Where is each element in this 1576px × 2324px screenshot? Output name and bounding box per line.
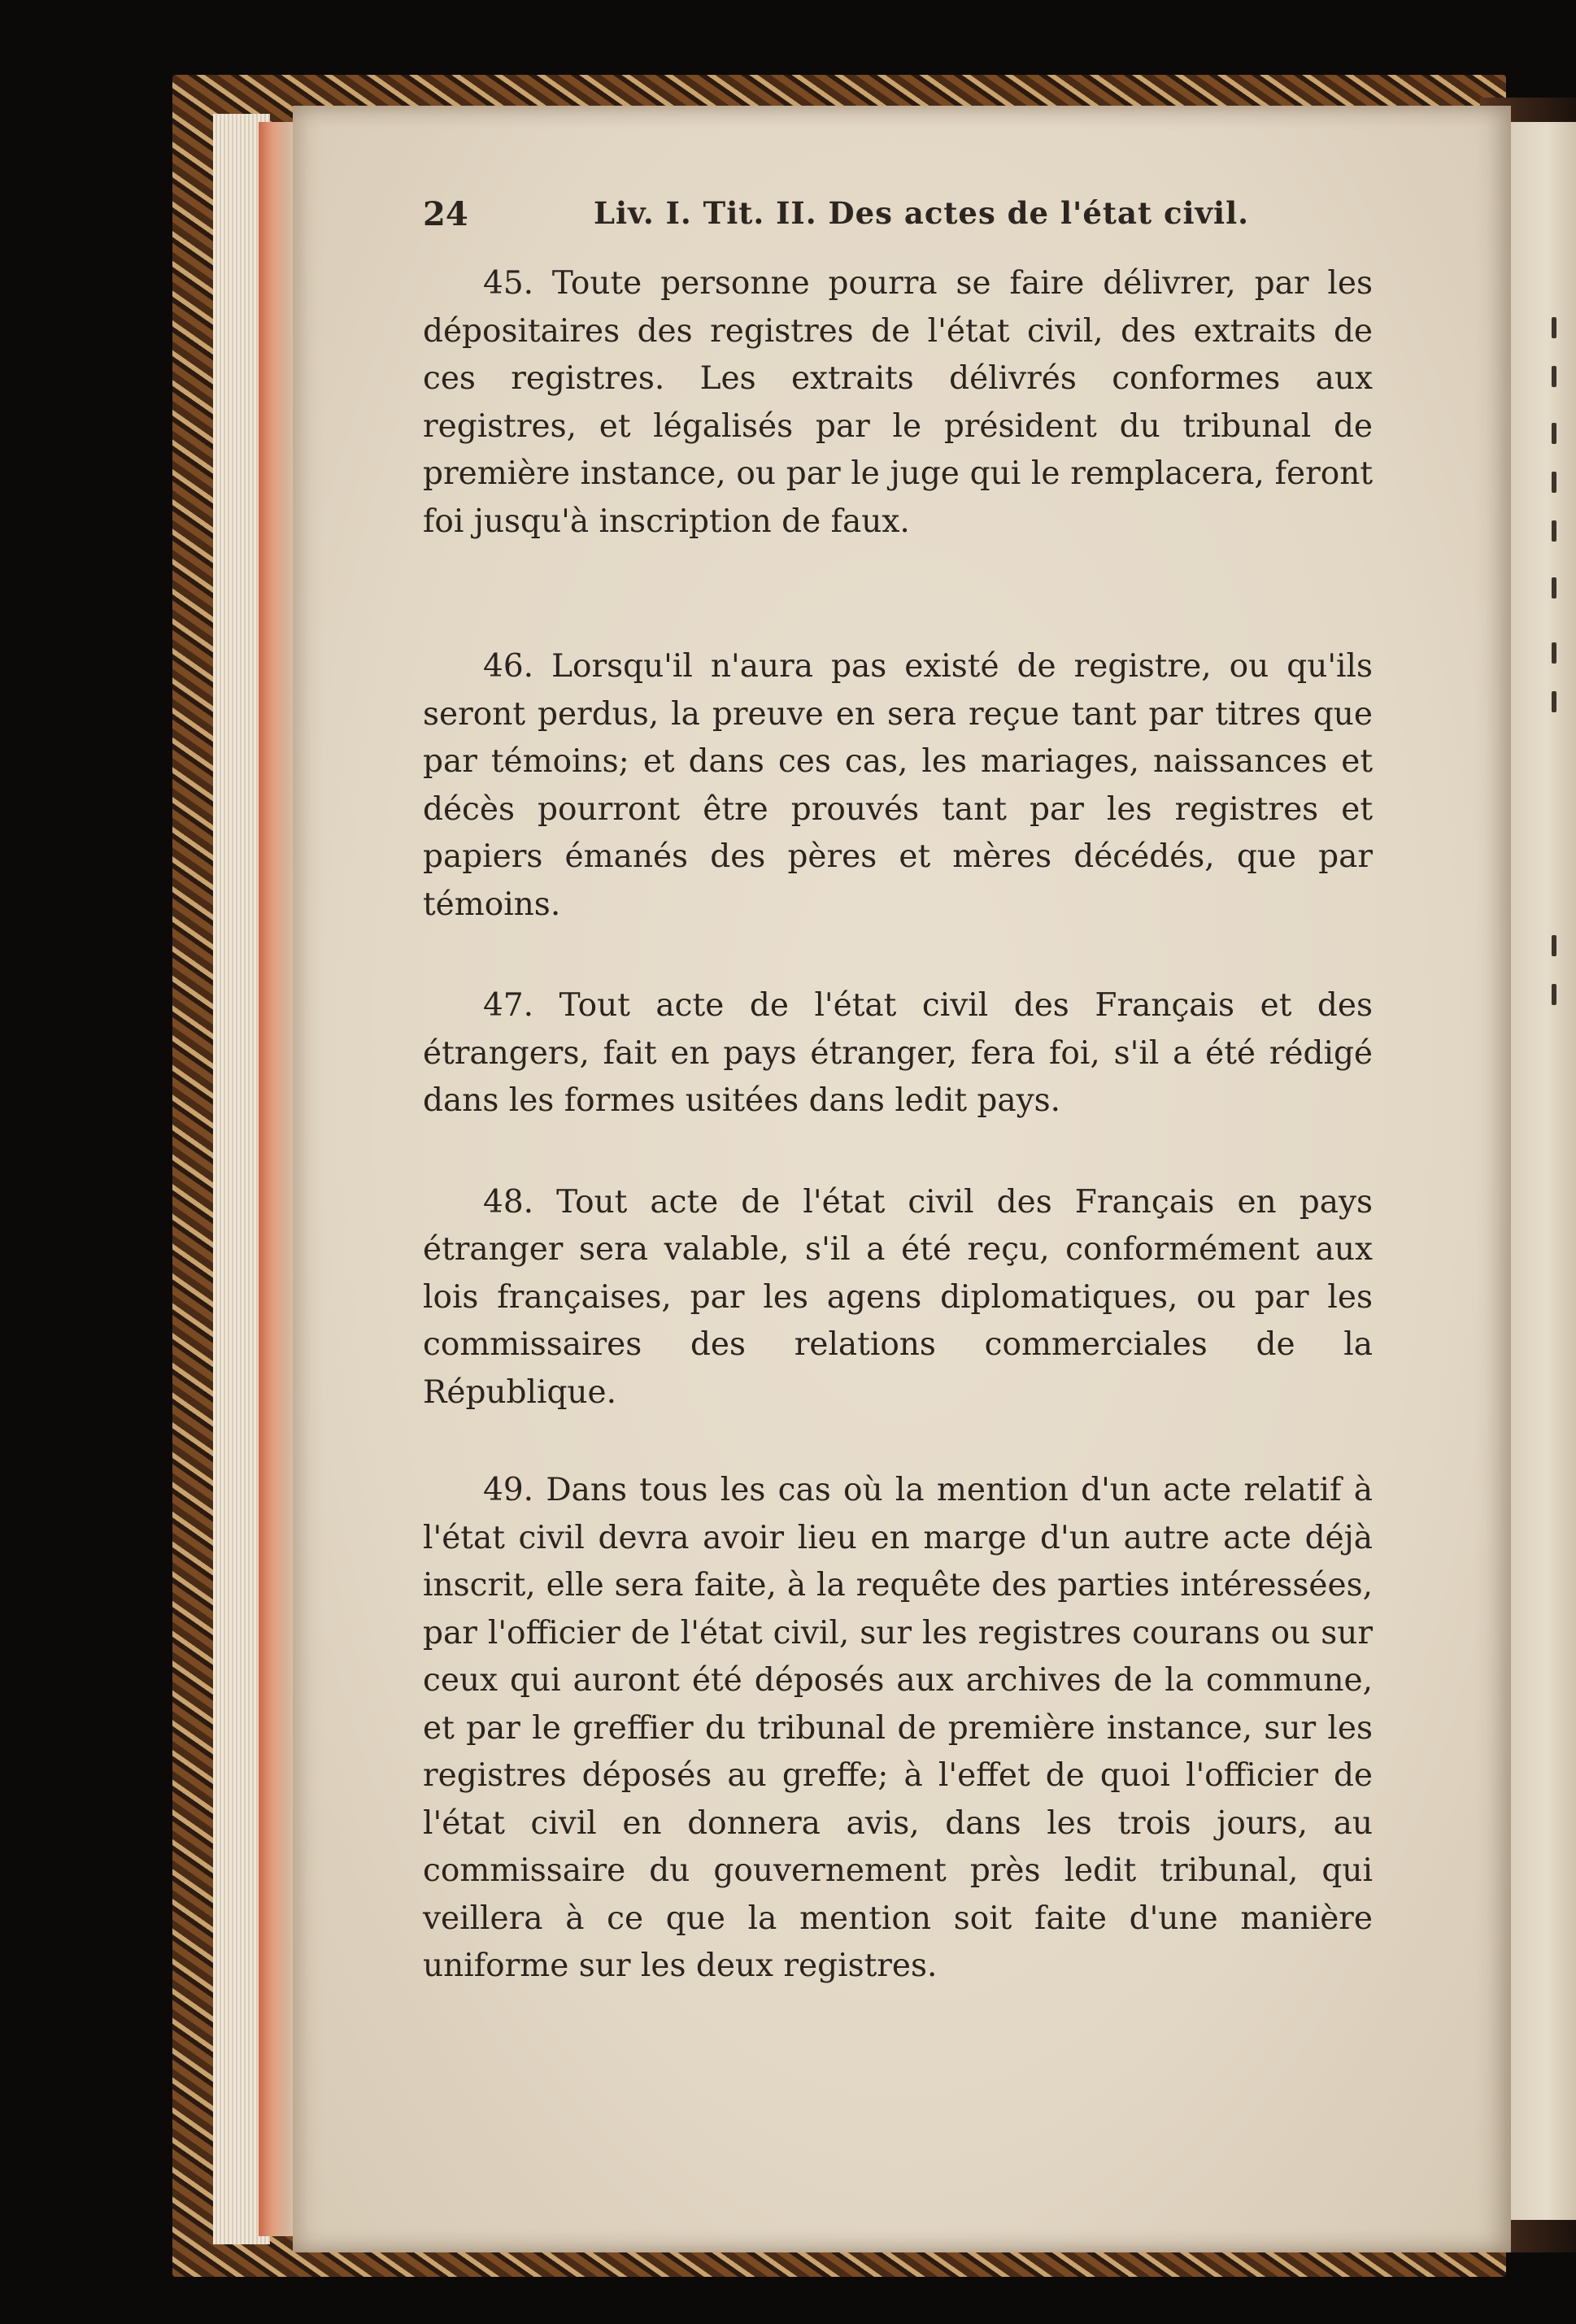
- article-text: Toute personne pourra se faire délivrer, par les dépositaires des registres de l'état civil, des extraits de ces registres. Les extraits délivrés conformes aux registres, et légalisés par le président du tribunal de première instance, ou par le juge qui le remplacera, feront foi jusqu'à inscription de faux.: [423, 265, 1373, 540]
- article-number: 46.: [483, 648, 534, 685]
- adjacent-page-glyph: [1552, 472, 1556, 493]
- adjacent-page-glyph: [1552, 423, 1556, 444]
- adjacent-page-edge: [1503, 122, 1576, 2220]
- article-number: 48.: [483, 1183, 534, 1221]
- adjacent-page-glyph: [1552, 935, 1556, 956]
- adjacent-page-glyph: [1552, 642, 1556, 664]
- article-text: Tout acte de l'état civil des Français et des étrangers, fait en pays étranger, fera foi, s'il a été rédigé dans les formes usitées dans ledit pays.: [423, 987, 1373, 1119]
- article-49: [423, 1467, 1373, 1991]
- article-text: Dans tous les cas où la mention d'un acte relatif à l'état civil devra avoir lieu en marge d'un autre acte déjà inscrit, elle sera faite, à la requête des parties intéressées, par l'officier de l'état civil, sur les registres courans ou sur ceux qui auront été déposés aux archives de la commune, et par le greffier du tribunal de première instance, sur les registres déposés au greffe; à l'effet de quoi l'officier de l'état civil en donnera avis, dans les trois jours, au commissaire du gouvernement près ledit tribunal, qui veillera à ce que la mention soit faite d'une manière uniforme sur les deux registres.: [423, 1472, 1373, 1984]
- article-text: Tout acte de l'état civil des Français en pays étranger sera valable, s'il a été reçu, conformément aux lois françaises, par les agens diplomatiques, ou par les commissaires des relations commerciales de la République.: [423, 1183, 1373, 1411]
- running-head: [293, 195, 1511, 244]
- adjacent-page-glyph: [1552, 520, 1556, 542]
- article-number: 47.: [483, 987, 534, 1024]
- article-text: Lorsqu'il n'aura pas existé de registre, ou qu'ils seront perdus, la preuve en sera reçue tant par titres que par témoins; et dans ces cas, les mariages, naissances et décès pourront être prouvés tant par les registres et papiers émanés des pères et mères décédés, que par témoins.: [423, 648, 1373, 923]
- adjacent-page-glyph: [1552, 577, 1556, 598]
- body-text: [423, 260, 1373, 1991]
- adjacent-page-glyph: [1552, 691, 1556, 712]
- article-48: [423, 1179, 1373, 1417]
- article-46: [423, 643, 1373, 929]
- adjacent-page-glyph: [1552, 317, 1556, 338]
- book-page: [293, 106, 1511, 2252]
- running-title: Liv. I. Tit. II. Des actes de l'état civil.: [594, 195, 1250, 231]
- article-45: [423, 260, 1373, 546]
- adjacent-page-glyph: [1552, 984, 1556, 1005]
- article-47: [423, 982, 1373, 1125]
- page-number: 24: [423, 195, 468, 233]
- article-number: 49.: [483, 1472, 534, 1508]
- adjacent-page-glyph: [1552, 366, 1556, 387]
- article-number: 45.: [483, 265, 534, 302]
